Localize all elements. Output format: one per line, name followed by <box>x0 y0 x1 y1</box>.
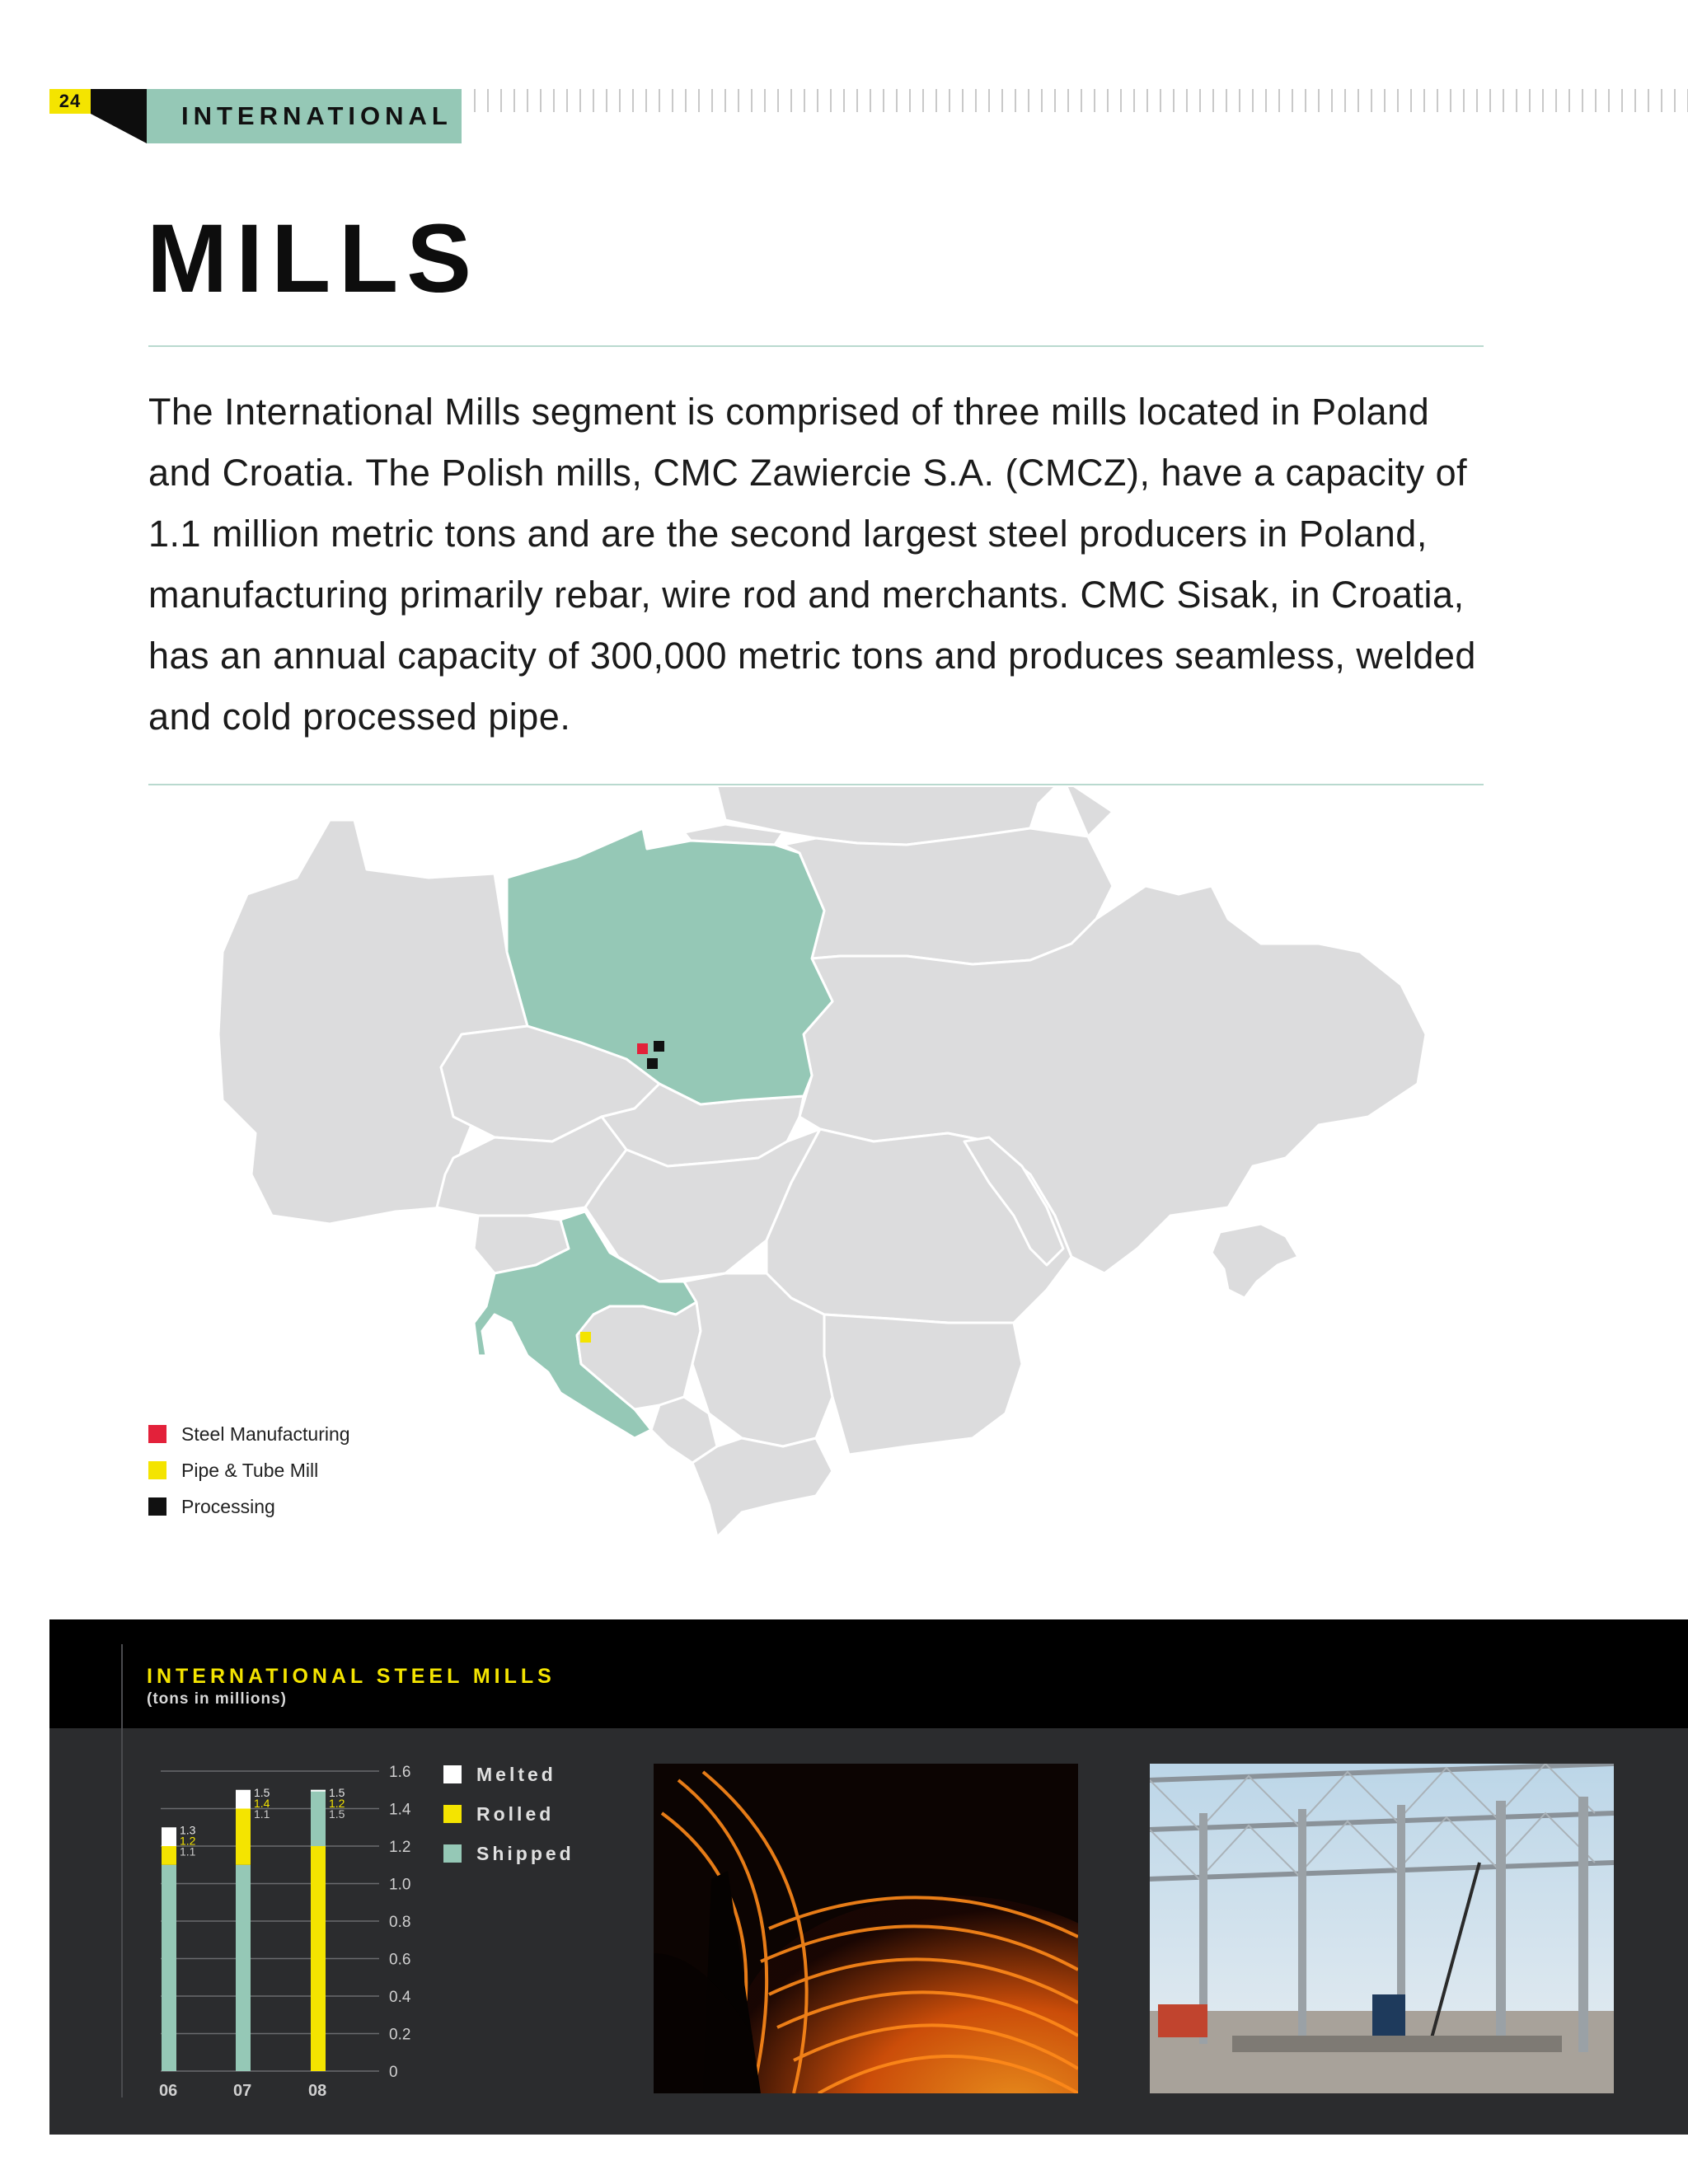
data-label: 1.2 <box>180 1834 196 1848</box>
legend-swatch <box>148 1497 166 1516</box>
x-tick-label: 08 <box>308 2082 327 2100</box>
chart-title: INTERNATIONAL STEEL MILLS <box>147 1665 556 1688</box>
data-label: 1.2 <box>329 1796 345 1810</box>
panel-divider <box>121 1644 123 2097</box>
bar-segment-shipped <box>162 1865 176 2071</box>
data-label: 1.5 <box>254 1785 270 1799</box>
map-belarus <box>783 828 1113 964</box>
x-tick-label: 07 <box>233 2082 252 2100</box>
data-label: 1.3 <box>180 1823 196 1837</box>
y-tick-label: 1.6 <box>389 1764 411 1781</box>
bar-segment-rolled <box>236 1809 251 1865</box>
intro-paragraph: The International Mills segment is comprised of three mills located in Poland and Croatia. The Polish mills, CMC Zawiercie S.A. (CMCZ), have a capacity of 1.1 million metric tons and are the second largest steel producers in Poland, manufacturing primarily rebar, wire rod and merchants. CMC Sisak, in Croatia, has an annual capacity of 300,000 metric tons and produces seamless, welded and cold processed pipe. <box>148 391 1476 738</box>
divider <box>148 784 1484 785</box>
marker-steel-manufacturing <box>637 1043 648 1054</box>
map-bulgaria <box>824 1315 1022 1455</box>
tick-rule <box>474 89 1688 112</box>
map-albania <box>692 1438 832 1537</box>
chart-legend-label: Rolled <box>476 1803 555 1825</box>
data-label: 1.4 <box>254 1796 270 1810</box>
bar-segment-melted <box>236 1790 251 1809</box>
data-label: 1.5 <box>329 1807 345 1821</box>
bar-segment-melted <box>311 1790 326 1792</box>
wire-rod-coil-photo <box>654 1764 1078 2093</box>
map-crimea <box>1212 1224 1298 1298</box>
y-tick-label: 0.8 <box>389 1914 411 1931</box>
y-tick-label: 0.6 <box>389 1951 411 1969</box>
chart-legend-label: Melted <box>476 1764 556 1785</box>
steel-frame-construction-photo <box>1150 1764 1614 2093</box>
chart-legend-swatch <box>443 1844 462 1863</box>
map-russia <box>1063 787 1113 837</box>
y-tick-label: 1.0 <box>389 1876 411 1894</box>
x-tick-label: 06 <box>159 2082 178 2100</box>
marker-processing <box>654 1041 664 1052</box>
data-label: 1.1 <box>254 1807 270 1821</box>
tab-wedge <box>91 89 147 143</box>
bar-segment-rolled <box>311 1846 326 2071</box>
y-tick-label: 0.4 <box>389 1989 411 2006</box>
bar-segment-shipped <box>311 1790 326 1846</box>
chart-legend-label: Shipped <box>476 1843 574 1864</box>
bar-segment-rolled <box>162 1846 176 1865</box>
y-tick-label: 0.2 <box>389 2026 411 2044</box>
chart-subtitle: (tons in millions) <box>147 1690 287 1708</box>
marker-pipe-tube-mill <box>580 1332 591 1343</box>
bar-segment-melted <box>162 1827 176 1846</box>
chart-legend-swatch <box>443 1765 462 1783</box>
bar-segment-shipped <box>236 1865 251 2071</box>
divider <box>148 345 1484 347</box>
data-label: 1.1 <box>180 1844 196 1858</box>
chart-legend-swatch <box>443 1805 462 1823</box>
marker-processing <box>647 1058 658 1069</box>
data-label: 1.5 <box>329 1785 345 1799</box>
stacked-bar-chart <box>140 1751 445 2114</box>
legend-swatch <box>148 1461 166 1479</box>
section-tab: INTERNATIONAL <box>147 89 462 143</box>
y-tick-label: 1.4 <box>389 1801 411 1819</box>
legend-label: Steel Manufacturing <box>181 1423 350 1445</box>
page-number: 24 <box>49 89 91 114</box>
chart-legend <box>443 1762 625 1864</box>
legend-swatch <box>148 1425 166 1443</box>
legend-label: Pipe & Tube Mill <box>181 1460 319 1481</box>
y-tick-label: 1.2 <box>389 1839 411 1856</box>
legend-label: Processing <box>181 1496 275 1517</box>
y-tick-label: 0 <box>389 2064 398 2081</box>
page-title: MILLS <box>147 204 480 313</box>
